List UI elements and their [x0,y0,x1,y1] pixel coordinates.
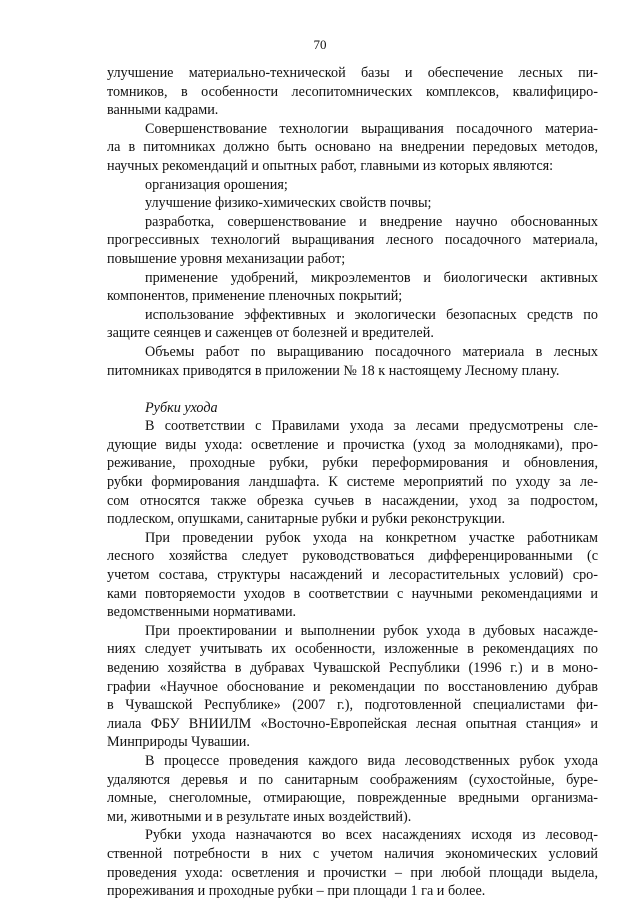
list-item: организация орошения; [145,176,288,193]
text-line: удаляются деревья и по санитарным соображениям (сухостойные, буре- [107,771,598,788]
text-line: реживание, проходные рубки, рубки переформирования и обновления, [107,455,598,472]
text-line: повышение уровня механизации работ; [107,250,346,267]
text-line: лиала ФБУ ВНИИЛМ «Восточно-Европейская лесная опытная станция» и [107,715,598,732]
text-line: ла в питомниках должно быть основано на внедрении передовых методов, [107,139,598,156]
text-line: Рубки ухода назначаются во всех насаждениях исходя из лесовод- [145,827,598,844]
text-line: Минприроды Чувашии. [107,734,250,751]
text-line: учетом состава, структуры насаждений и лесорастительных условий) сро- [107,567,598,584]
text-line: улучшение материально-технической базы и обеспечение лесных пи- [107,65,598,81]
list-item: применение удобрений, микроэлементов и биологически активных [145,269,598,286]
text-line: подлеском, опушками, санитарные рубки и рубки реконструкции. [107,511,506,528]
text-line: прогрессивных технологий выращивания лесного посадочного материала, [107,232,598,249]
section-gap [107,380,598,399]
text-line: ниях следует учитывать их особенности, изложенные в рекомендациях по [107,641,598,658]
text-line: томников, в особенности лесопитомнических комплексов, квалифициро- [107,83,598,100]
list-item: использование эффективных и экологически безопасных средств по [145,306,598,323]
text-line: ведомственными нормативами. [107,604,297,621]
text-line: дующие виды ухода: осветление и прочистка (уход за молодняками), про- [107,436,598,453]
section-heading: Рубки ухода [145,399,218,416]
text-line: При проектировании и выполнении рубок ухода в дубовых насажде- [145,622,598,639]
list-item: улучшение физико-химических свойств почвы; [145,195,432,212]
text-line: питомниках приводятся в приложении № 18 к настоящему Лесному плану. [107,362,560,379]
body-text [107,64,598,901]
text-line: В процессе проведения каждого вида лесоводственных рубок ухода [145,752,598,769]
text-line: ведению хозяйства в дубравах Чувашской Республики (1996 г.) и в моно- [107,660,598,676]
text-line: При проведении рубок ухода на конкретном участке работникам [145,529,598,546]
list-item: разработка, совершенствование и внедрение научно обоснованных [145,213,598,230]
text-line: рубки формирования ландшафта. К системе мероприятий по уходу за ле- [107,474,598,491]
text-line: сом относятся также обрезка сучьев в насаждении, уход за подростом, [107,492,598,509]
text-line: ственной потребности в них с учетом наличия экономических условий [107,845,598,862]
text-line: ками повторяемости уходов в соответствии с научными рекомендациями и [107,585,598,602]
text-line: лесного хозяйства следует руководствоваться дифференцированными (с [107,548,598,565]
text-line: компонентов, применение пленочных покрытий; [107,288,403,305]
text-line: Объемы работ по выращиванию посадочного материала в лесных [145,343,598,360]
page-number: 70 [313,37,327,52]
text-line: В соответствии с Правилами ухода за лесами предусмотрены сле- [145,418,598,435]
text-line: Совершенствование технологии выращивания посадочного материа- [145,120,598,137]
text-line: ванными кадрами. [107,102,219,119]
text-line: прореживания и проходные рубки – при площади 1 га и более. [107,883,486,900]
text-line: ломные, снеголомные, отмирающие, поврежденные вредными организма- [107,790,598,807]
text-line: ми, животными и в результате иных воздействий). [107,808,412,825]
text-line: проведения ухода: осветления и прочистки – при любой площади выдела, [107,864,598,881]
text-line: в Чувашской Республике» (2007 г.), подготовленной специалистами фи- [107,697,598,714]
text-line: научных рекомендаций и опытных работ, главными из которых являются: [107,157,554,174]
text-line: защите сеянцев и саженцев от болезней и вредителей. [107,325,434,342]
text-line: графии «Научное обоснование и рекомендации по восстановлению дубрав [107,678,598,695]
